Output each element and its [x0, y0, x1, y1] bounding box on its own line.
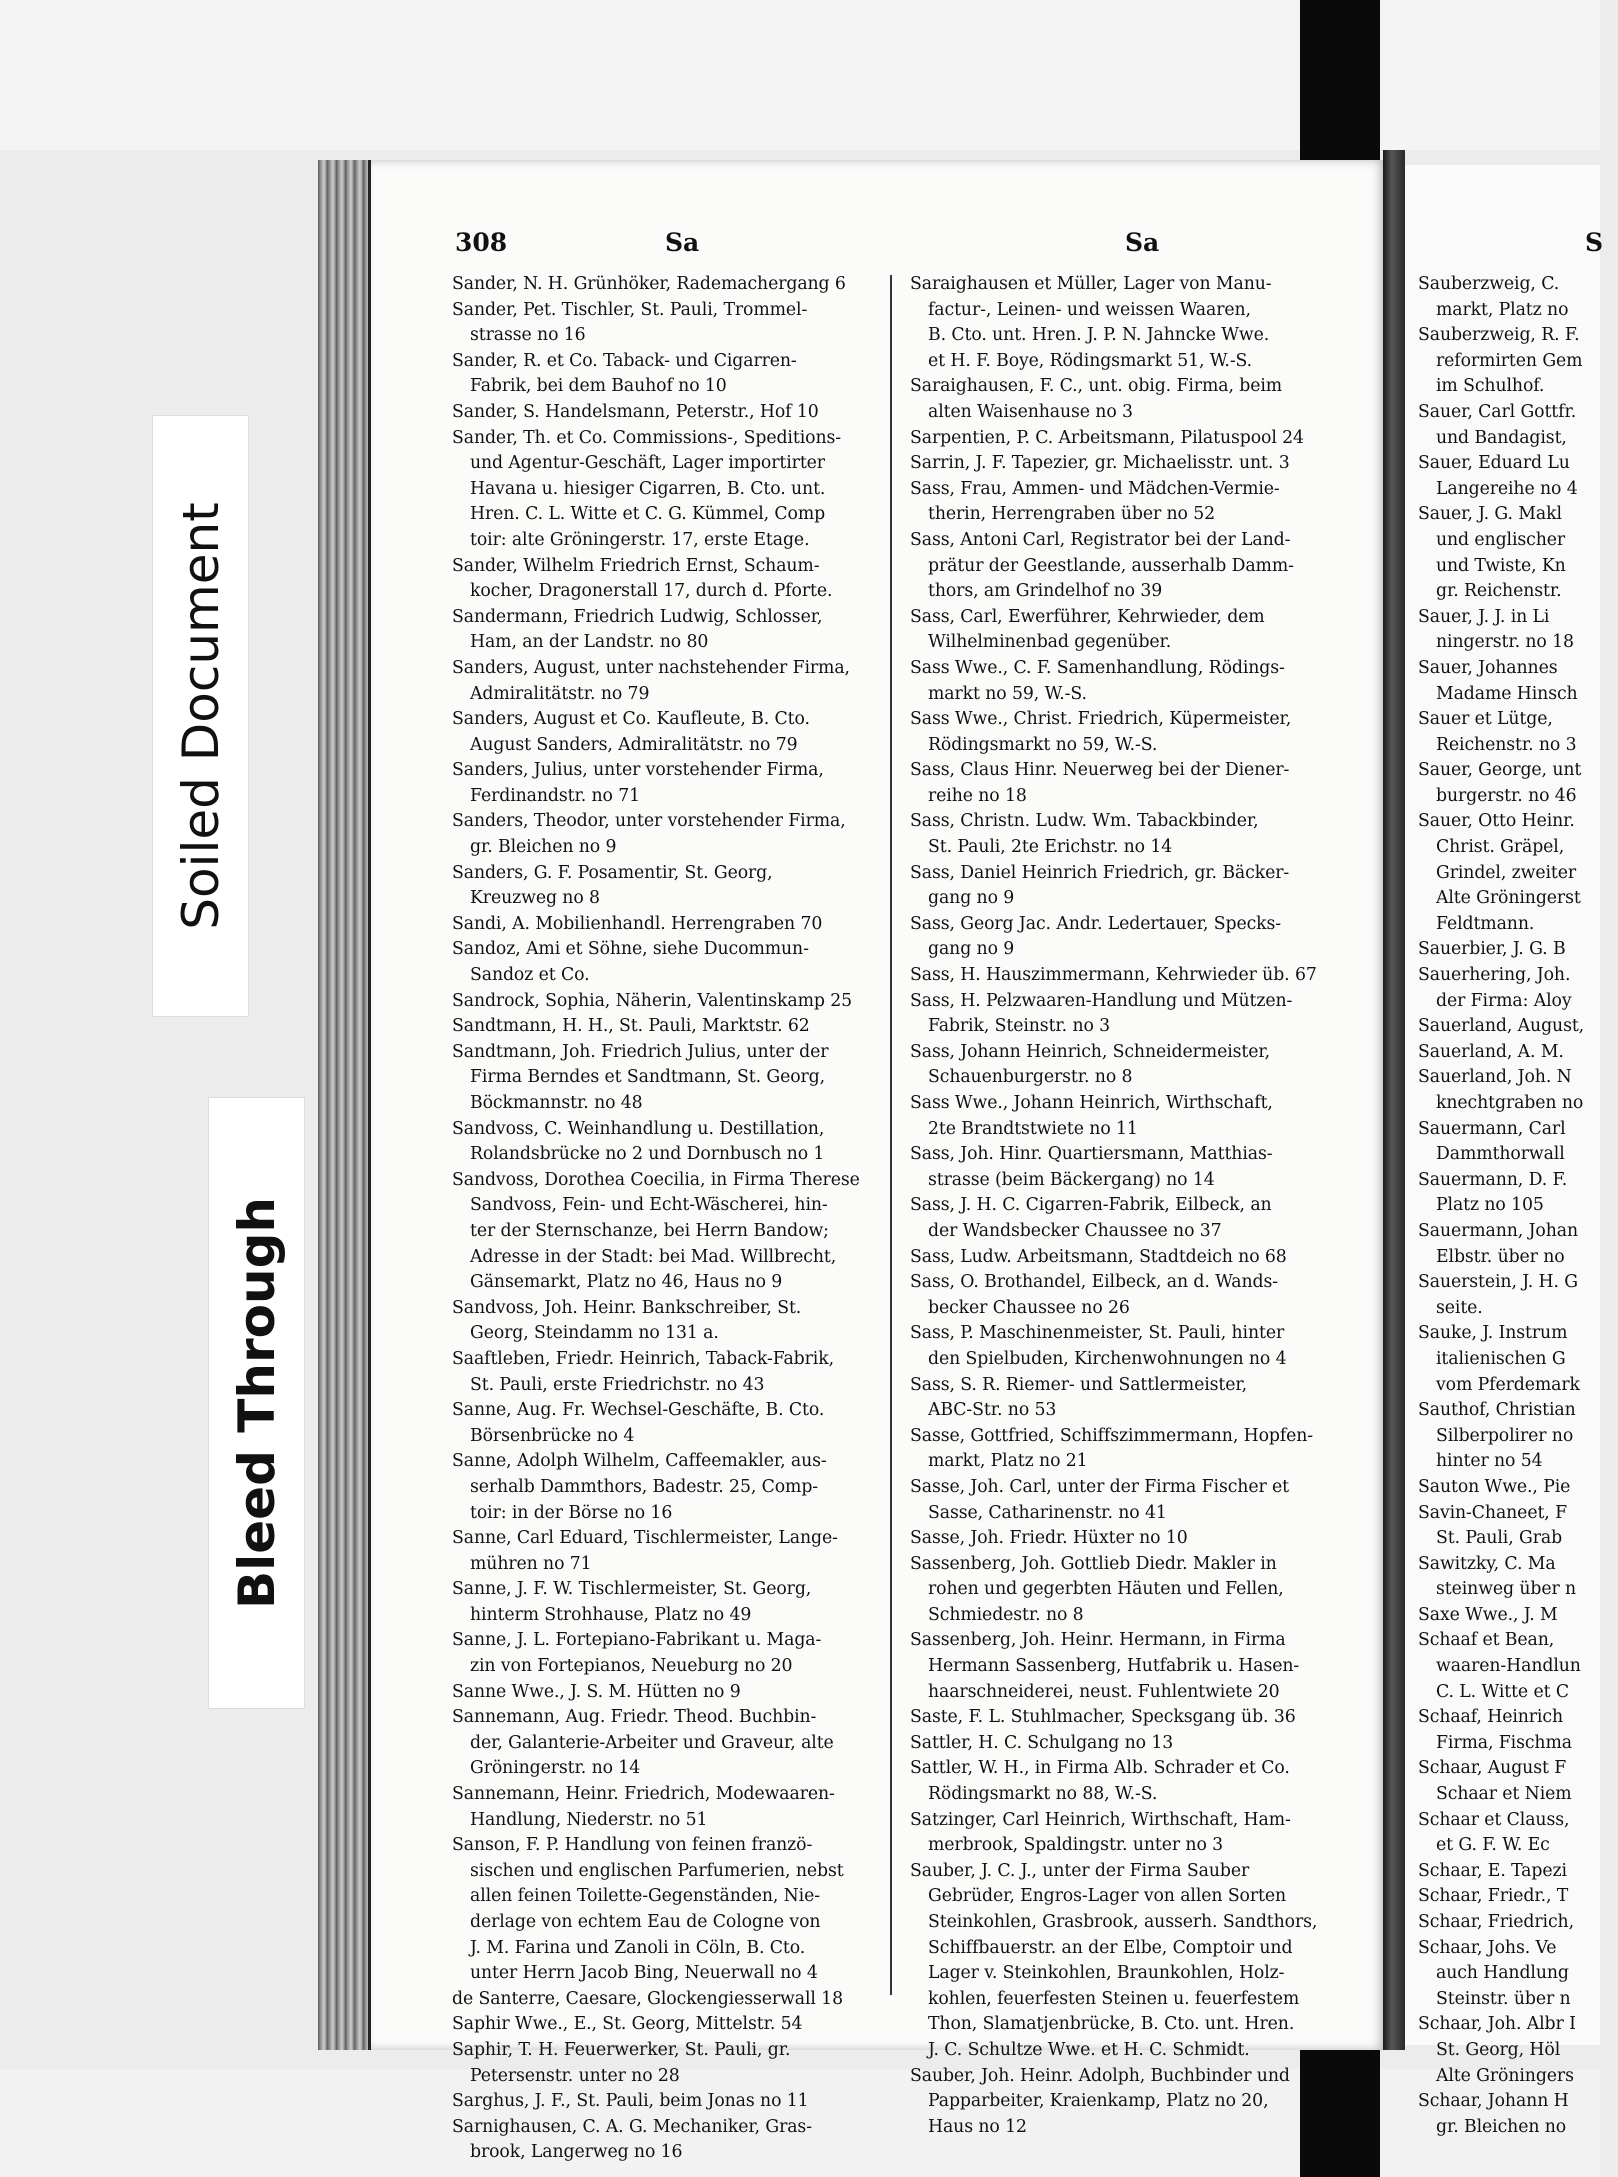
directory-line: Saraighausen, F. C., unt. obig. Firma, beim: [910, 376, 1283, 397]
directory-line: kohlen, feuerfesten Steinen u. feuerfestem: [928, 1988, 1300, 2009]
directory-line: Sandvoss, Dorothea Coecilia, in Firma Therese: [452, 1169, 860, 1190]
directory-line: und Twiste, Kn: [1436, 555, 1566, 576]
directory-line: Firma, Fischma: [1436, 1732, 1572, 1753]
directory-line: Sauer, Johannes: [1418, 657, 1558, 678]
directory-line: Sauer, George, unt: [1418, 760, 1582, 781]
directory-line: burgerstr. no 46: [1436, 785, 1577, 806]
book-page-edges: [318, 160, 368, 2050]
directory-line: Schiffbauerstr. an der Elbe, Comptoir und: [928, 1937, 1293, 1958]
directory-line: gr. Reichenstr.: [1436, 581, 1562, 602]
directory-line: Gröningerstr. no 14: [470, 1758, 641, 1779]
directory-line: Sasse, Joh. Carl, unter der Firma Fischer et: [910, 1476, 1289, 1497]
directory-line: Dammthorwall: [1436, 1144, 1565, 1165]
directory-line: auch Handlung: [1436, 1963, 1569, 1984]
directory-line: Sandvoss, Fein- und Echt-Wäscherei, hin-: [470, 1195, 828, 1216]
directory-line: Rödingsmarkt no 59, W.-S.: [928, 734, 1158, 755]
directory-line: Saphir Wwe., E., St. Georg, Mittelstr. 54: [452, 2014, 803, 2035]
directory-line: Sattler, W. H., in Firma Alb. Schrader et Co.: [910, 1758, 1290, 1779]
directory-line: toir: in der Börse no 16: [470, 1502, 673, 1523]
directory-line: Schaar et Niem: [1436, 1784, 1572, 1805]
directory-line: Sauermann, D. F.: [1418, 1169, 1568, 1190]
directory-line: Saphir, T. H. Feuerwerker, St. Pauli, gr.: [452, 2039, 791, 2060]
directory-line: Schaar, Friedrich,: [1418, 1912, 1574, 1932]
directory-line: Sauke, J. Instrum: [1418, 1323, 1568, 1344]
directory-line: reformirten Gem: [1436, 350, 1583, 371]
directory-line: Sauthof, Christian: [1418, 1400, 1576, 1421]
directory-line: Sanson, F. P. Handlung von feinen franzö-: [452, 1835, 813, 1856]
right-column-heading: Sa: [1125, 228, 1160, 257]
directory-line: Georg, Steindamm no 131 a.: [470, 1323, 719, 1344]
directory-line: Christ. Gräpel,: [1436, 837, 1565, 858]
directory-line: Sass, O. Brothandel, Eilbeck, an d. Wands-: [910, 1272, 1279, 1293]
directory-line: Sandermann, Friedrich Ludwig, Schlosser,: [452, 606, 823, 627]
directory-line: hinterm Strohhause, Platz no 49: [470, 1604, 752, 1625]
directory-line: Sass, Claus Hinr. Neuerweg bei der Diener-: [910, 760, 1290, 781]
directory-line: derlage von echtem Eau de Cologne von: [470, 1912, 821, 1932]
directory-line: Savin-Chaneet, F: [1418, 1502, 1567, 1523]
directory-line: der, Galanterie-Arbeiter und Graveur, alte: [470, 1732, 834, 1753]
directory-line: serhalb Dammthors, Badestr. 25, Comp-: [470, 1476, 819, 1497]
directory-line: knechtgraben no: [1436, 1093, 1584, 1113]
directory-line: Schaar, Johann H: [1418, 2091, 1569, 2112]
directory-line: Sass Wwe., C. F. Samenhandlung, Rödings-: [910, 657, 1285, 678]
directory-line: haarschneiderei, neust. Fuhlentwiete 20: [928, 1681, 1280, 1702]
directory-line: ter der Sternschanze, bei Herrn Bandow;: [470, 1220, 829, 1241]
directory-line: Sandvoss, C. Weinhandlung u. Destillation,: [452, 1118, 825, 1139]
left-column-heading: Sa: [665, 228, 700, 257]
directory-line: Sauer, Carl Gottfr.: [1418, 401, 1577, 422]
directory-line: Fabrik, bei dem Bauhof no 10: [470, 376, 727, 397]
directory-line: waaren-Handlun: [1436, 1656, 1581, 1677]
directory-line: Sauermann, Johan: [1418, 1220, 1578, 1241]
directory-line: zin von Fortepianos, Neueburg no 20: [470, 1656, 793, 1677]
directory-line: Elbstr. über no: [1436, 1246, 1565, 1267]
directory-line: Firma Berndes et Sandtmann, St. Georg,: [470, 1067, 826, 1088]
directory-line: Sanne, J. L. Fortepiano-Fabrikant u. Maga-: [452, 1630, 822, 1651]
directory-line: Lager v. Steinkohlen, Braunkohlen, Holz-: [928, 1963, 1285, 1984]
directory-line: Sauber, Joh. Heinr. Adolph, Buchbinder und: [910, 2065, 1290, 2086]
directory-line: merbrook, Spaldingstr. unter no 3: [928, 1835, 1224, 1856]
directory-line: Schaar, Joh. Albr I: [1418, 2014, 1576, 2035]
directory-line: Börsenbrücke no 4: [470, 1425, 635, 1446]
directory-line: Sander, Th. et Co. Commissions-, Speditions-: [452, 427, 841, 448]
directory-line: mühren no 71: [470, 1553, 592, 1574]
directory-line: Sass Wwe., Johann Heinrich, Wirthschaft,: [910, 1093, 1273, 1113]
book-gutter: [1383, 150, 1405, 2050]
directory-line: unter Herrn Jacob Bing, Neuerwall no 4: [470, 1963, 818, 1984]
directory-line: Sauberzweig, C.: [1418, 274, 1560, 294]
right-column: [910, 272, 1365, 2140]
directory-line: Wilhelminenbad gegenüber.: [928, 632, 1172, 653]
directory-line: Sauer et Lütge,: [1418, 709, 1553, 730]
directory-line: Sander, R. et Co. Taback- und Cigarren-: [452, 350, 797, 371]
directory-line: Grindel, zweiter: [1436, 862, 1577, 883]
directory-line: Sass, J. H. C. Cigarren-Fabrik, Eilbeck, an: [910, 1195, 1272, 1216]
directory-line: toir: alte Gröningerstr. 17, erste Etage.: [470, 529, 810, 550]
directory-line: Handlung, Niederstr. no 51: [470, 1809, 708, 1830]
directory-line: Sauerland, August,: [1418, 1016, 1585, 1037]
directory-line: Sanne, Carl Eduard, Tischlermeister, Lange-: [452, 1528, 838, 1549]
directory-line: Schaar, E. Tapezi: [1418, 1860, 1567, 1881]
directory-line: Sauermann, Carl: [1418, 1118, 1566, 1139]
directory-line: ABC-Str. no 53: [928, 1400, 1057, 1421]
directory-line: Reichenstr. no 3: [1436, 734, 1577, 755]
directory-line: Silberpolirer no: [1436, 1425, 1574, 1446]
directory-line: sischen und englischen Parfumerien, nebst: [470, 1860, 844, 1881]
directory-line: Sander, N. H. Grünhöker, Rademachergang 6: [452, 274, 846, 294]
directory-line: Sauerstein, J. H. G: [1418, 1272, 1578, 1293]
directory-line: reihe no 18: [928, 785, 1027, 806]
directory-line: Admiralitätstr. no 79: [470, 683, 650, 704]
directory-line: Sass, Ludw. Arbeitsmann, Stadtdeich no 68: [910, 1246, 1287, 1267]
directory-line: kocher, Dragonerstall 17, durch d. Pforte.: [470, 581, 833, 602]
directory-line: Petersenstr. unter no 28: [470, 2065, 680, 2086]
directory-line: Schauenburgerstr. no 8: [928, 1067, 1133, 1088]
directory-line: Rolandsbrücke no 2 und Dornbusch no 1: [470, 1144, 825, 1165]
directory-line: Sannemann, Aug. Friedr. Theod. Buchbin-: [452, 1707, 817, 1728]
directory-line: seite.: [1436, 1297, 1483, 1318]
facing-page-column: [1418, 272, 1618, 2140]
directory-line: Sattler, H. C. Schulgang no 13: [910, 1732, 1174, 1753]
directory-line: der Wandsbecker Chaussee no 37: [928, 1220, 1222, 1241]
directory-line: Schmiedestr. no 8: [928, 1604, 1084, 1625]
directory-line: und englischer: [1436, 529, 1566, 550]
directory-line: Sanders, August et Co. Kaufleute, B. Cto.: [452, 709, 810, 730]
directory-line: gang no 9: [928, 888, 1015, 909]
directory-line: Sasse, Catharinenstr. no 41: [928, 1502, 1167, 1523]
directory-line: Kreuzweg no 8: [470, 888, 600, 909]
directory-line: Hren. C. L. Witte et C. G. Kümmel, Comp: [470, 504, 826, 525]
directory-line: markt no 59, W.-S.: [928, 683, 1087, 704]
directory-line: Havana u. hiesiger Cigarren, B. Cto. unt.: [470, 478, 826, 499]
bleed-through-text: Bleed Through: [227, 1197, 286, 1609]
directory-line: Sawitzky, C. Ma: [1418, 1553, 1556, 1574]
directory-line: Sanne, Aug. Fr. Wechsel-Geschäfte, B. Cto.: [452, 1400, 825, 1421]
directory-line: Sandtmann, H. H., St. Pauli, Marktstr. 62: [452, 1016, 810, 1037]
black-band-top: [1300, 0, 1380, 180]
directory-line: August Sanders, Admiralitätstr. no 79: [470, 734, 798, 755]
directory-line: Rödingsmarkt no 88, W.-S.: [928, 1784, 1158, 1805]
directory-line: Gebrüder, Engros-Lager von allen Sorten: [928, 1886, 1287, 1907]
directory-line: St. Georg, Höl: [1436, 2039, 1561, 2060]
directory-line: Sass, Carl, Ewerführer, Kehrwieder, dem: [910, 606, 1265, 627]
soiled-document-label: [152, 415, 249, 1017]
directory-line: Sander, S. Handelsmann, Peterstr., Hof 10: [452, 401, 819, 422]
page-number: 308: [455, 228, 508, 257]
directory-line: Saxe Wwe., J. M: [1418, 1604, 1558, 1625]
directory-line: Sanders, August, unter nachstehender Firma,: [452, 657, 850, 678]
directory-line: Sanne Wwe., J. S. M. Hütten no 9: [452, 1681, 741, 1702]
directory-line: ningerstr. no 18: [1436, 632, 1574, 653]
directory-line: et G. F. W. Ec: [1436, 1835, 1550, 1856]
directory-line: Sauer, Otto Heinr.: [1418, 811, 1575, 832]
directory-line: Schaaf, Heinrich: [1418, 1707, 1563, 1728]
directory-line: Sass, Christn. Ludw. Wm. Tabackbinder,: [910, 811, 1259, 832]
directory-line: Sass, Johann Heinrich, Schneidermeister,: [910, 1041, 1271, 1062]
directory-line: factur-, Leinen- und weissen Waaren,: [928, 299, 1251, 320]
directory-line: Saraighausen et Müller, Lager von Manu-: [910, 274, 1272, 294]
directory-line: J. M. Farina und Zanoli in Cöln, B. Cto.: [470, 1937, 806, 1958]
directory-line: Platz no 105: [1436, 1195, 1544, 1216]
directory-line: Sass, Antoni Carl, Registrator bei der Land-: [910, 529, 1291, 550]
bleed-through-label: [208, 1097, 305, 1709]
directory-line: Sass, Daniel Heinrich Friedrich, gr. Bäcker-: [910, 862, 1290, 883]
directory-line: markt, Platz no: [1436, 299, 1569, 320]
directory-line: prätur der Geestlande, ausserhalb Damm-: [928, 555, 1294, 576]
directory-line: Thon, Slamatjenbrücke, B. Cto. unt. Hren.: [928, 2014, 1295, 2035]
directory-line: Sasse, Joh. Friedr. Hüxter no 10: [910, 1528, 1188, 1549]
directory-line: Sass, P. Maschinenmeister, St. Pauli, hinter: [910, 1323, 1285, 1344]
directory-line: Sander, Pet. Tischler, St. Pauli, Trommel-: [452, 299, 808, 320]
directory-line: Satzinger, Carl Heinrich, Wirthschaft, Ham-: [910, 1809, 1291, 1830]
directory-line: Schaar et Clauss,: [1418, 1809, 1570, 1830]
directory-line: und Bandagist,: [1436, 427, 1567, 448]
directory-line: St. Pauli, Grab: [1436, 1528, 1563, 1549]
directory-line: Böckmannstr. no 48: [470, 1093, 643, 1113]
directory-line: markt, Platz no 21: [928, 1451, 1088, 1472]
directory-line: Sass, Joh. Hinr. Quartiersmann, Matthias-: [910, 1144, 1273, 1165]
directory-line: Sass, Frau, Ammen- und Mädchen-Vermie-: [910, 478, 1280, 499]
directory-line: C. L. Witte et C: [1436, 1681, 1569, 1702]
directory-line: Sanders, Theodor, unter vorstehender Firma,: [452, 811, 846, 832]
directory-line: Sassenberg, Joh. Gottlieb Diedr. Makler in: [910, 1553, 1277, 1574]
soiled-document-text: Soiled Document: [171, 502, 230, 930]
directory-line: Schaar, Friedr., T: [1418, 1886, 1569, 1907]
directory-line: Sauton Wwe., Pie: [1418, 1476, 1571, 1497]
directory-line: Saste, F. L. Stuhlmacher, Specksgang üb. 36: [910, 1707, 1296, 1728]
directory-line: der Firma: Aloy: [1436, 990, 1572, 1011]
directory-line: rohen und gegerbten Häuten und Fellen,: [928, 1579, 1284, 1600]
directory-line: Sandrock, Sophia, Näherin, Valentinskamp 25: [452, 990, 853, 1011]
directory-line: 2te Brandtstwiete no 11: [928, 1118, 1138, 1139]
directory-line: Sanders, G. F. Posamentir, St. Georg,: [452, 862, 773, 883]
directory-line: Sassenberg, Joh. Heinr. Hermann, in Firma: [910, 1630, 1286, 1651]
directory-line: Alte Gröningers: [1436, 2065, 1574, 2086]
directory-line: Sander, Wilhelm Friedrich Ernst, Schaum-: [452, 555, 820, 576]
directory-line: Fabrik, Steinstr. no 3: [928, 1016, 1111, 1037]
directory-line: hinter no 54: [1436, 1451, 1543, 1472]
directory-line: Steinkohlen, Grasbrook, ausserh. Sandthors,: [928, 1912, 1318, 1932]
directory-line: Sass, H. Hauszimmermann, Kehrwieder üb. 67: [910, 965, 1317, 986]
directory-line: und Agentur-Geschäft, Lager importirter: [470, 453, 825, 474]
directory-line: thors, am Grindelhof no 39: [928, 581, 1163, 602]
column-divider: [890, 275, 892, 1995]
directory-line: Sauer, Eduard Lu: [1418, 453, 1570, 474]
directory-line: Langereihe no 4: [1436, 478, 1578, 499]
directory-line: Sarnighausen, C. A. G. Mechaniker, Gras-: [452, 2116, 812, 2137]
directory-line: Adresse in der Stadt: bei Mad. Willbrecht,: [470, 1246, 837, 1267]
directory-line: St. Pauli, erste Friedrichstr. no 43: [470, 1374, 765, 1395]
directory-line: Sandi, A. Mobilienhandl. Herrengraben 70: [452, 913, 823, 934]
directory-line: Sanne, Adolph Wilhelm, Caffeemakler, aus-: [452, 1451, 827, 1472]
directory-line: Sandoz et Co.: [470, 965, 590, 986]
directory-line: gr. Bleichen no 9: [470, 837, 617, 858]
directory-line: Sandvoss, Joh. Heinr. Bankschreiber, St.: [452, 1297, 802, 1318]
directory-line: St. Pauli, 2te Erichstr. no 14: [928, 837, 1173, 858]
directory-line: becker Chaussee no 26: [928, 1297, 1130, 1318]
left-column: [452, 272, 897, 2166]
directory-line: strasse no 16: [470, 325, 586, 346]
directory-line: Sandoz, Ami et Söhne, siehe Ducommun-: [452, 939, 809, 960]
directory-line: Saaftleben, Friedr. Heinrich, Taback-Fabrik,: [452, 1348, 834, 1369]
directory-line: Sarghus, J. F., St. Pauli, beim Jonas no 11: [452, 2091, 809, 2112]
directory-line: Ham, an der Landstr. no 80: [470, 632, 709, 653]
directory-line: Sauerbier, J. G. B: [1418, 939, 1566, 960]
directory-line: Madame Hinsch: [1436, 683, 1578, 704]
directory-line: de Santerre, Caesare, Glockengiesserwall 18: [452, 1988, 843, 2009]
directory-line: Sarrin, J. F. Tapezier, gr. Michaelisstr. unt. 3: [910, 453, 1290, 474]
directory-line: Sass, H. Pelzwaaren-Handlung und Mützen-: [910, 990, 1293, 1011]
directory-line: Sanne, J. F. W. Tischlermeister, St. Georg,: [452, 1579, 812, 1600]
directory-line: steinweg über n: [1436, 1579, 1577, 1600]
directory-line: Sass, S. R. Riemer- und Sattlermeister,: [910, 1374, 1248, 1395]
directory-line: Feldtmann.: [1436, 913, 1535, 934]
directory-line: allen feinen Toilette-Gegenständen, Nie-: [470, 1886, 820, 1907]
directory-line: Sandtmann, Joh. Friedrich Julius, unter der: [452, 1041, 829, 1062]
directory-line: vom Pferdemark: [1436, 1374, 1580, 1395]
directory-line: B. Cto. unt. Hren. J. P. N. Jahncke Wwe.: [928, 325, 1270, 346]
directory-line: Sauberzweig, R. F.: [1418, 325, 1580, 346]
directory-line: italienischen G: [1436, 1348, 1566, 1369]
directory-line: gang no 9: [928, 939, 1015, 960]
directory-line: alten Waisenhause no 3: [928, 401, 1133, 422]
facing-page-heading: S: [1585, 228, 1604, 257]
directory-line: Gänsemarkt, Platz no 46, Haus no 9: [470, 1272, 783, 1293]
directory-line: Schaaf et Bean,: [1418, 1630, 1555, 1651]
directory-line: Sass Wwe., Christ. Friedrich, Küpermeister,: [910, 709, 1292, 730]
directory-line: Sauerland, A. M.: [1418, 1041, 1564, 1062]
directory-line: gr. Bleichen no: [1436, 2116, 1567, 2137]
directory-line: im Schulhof.: [1436, 376, 1545, 397]
directory-line: J. C. Schultze Wwe. et H. C. Schmidt.: [928, 2039, 1250, 2060]
directory-line: Sauber, J. C. J., unter der Firma Sauber: [910, 1860, 1250, 1881]
directory-line: Sauer, J. G. Makl: [1418, 504, 1562, 525]
directory-line: Sass, Georg Jac. Andr. Ledertauer, Specks-: [910, 913, 1282, 934]
directory-line: Schaar, Johs. Ve: [1418, 1937, 1557, 1958]
directory-line: strasse (beim Bäckergang) no 14: [928, 1169, 1215, 1190]
directory-line: Ferdinandstr. no 71: [470, 785, 641, 806]
directory-line: den Spielbuden, Kirchenwohnungen no 4: [928, 1348, 1287, 1369]
directory-line: Schaar, August F: [1418, 1758, 1567, 1779]
directory-line: Alte Gröningerst: [1436, 888, 1581, 909]
directory-line: Sauerland, Joh. N: [1418, 1067, 1572, 1088]
directory-line: Sasse, Gottfried, Schiffszimmermann, Hopfen-: [910, 1425, 1314, 1446]
directory-line: Sauerhering, Joh.: [1418, 965, 1571, 986]
directory-line: Steinstr. über n: [1436, 1988, 1571, 2009]
directory-line: Sauer, J. J. in Li: [1418, 606, 1550, 627]
directory-line: Sanders, Julius, unter vorstehender Firma,: [452, 760, 824, 781]
directory-line: Haus no 12: [928, 2116, 1027, 2137]
directory-line: Sarpentien, P. C. Arbeitsmann, Pilatuspool 24: [910, 427, 1304, 448]
directory-line: Papparbeiter, Kraienkamp, Platz no 20,: [928, 2091, 1269, 2112]
directory-line: brook, Langerweg no 16: [470, 2142, 683, 2163]
directory-line: Sannemann, Heinr. Friedrich, Modewaaren-: [452, 1784, 835, 1805]
directory-line: et H. F. Boye, Rödingsmarkt 51, W.-S.: [928, 350, 1253, 371]
directory-line: Hermann Sassenberg, Hutfabrik u. Hasen-: [928, 1656, 1300, 1677]
directory-line: therin, Herrengraben über no 52: [928, 504, 1216, 525]
